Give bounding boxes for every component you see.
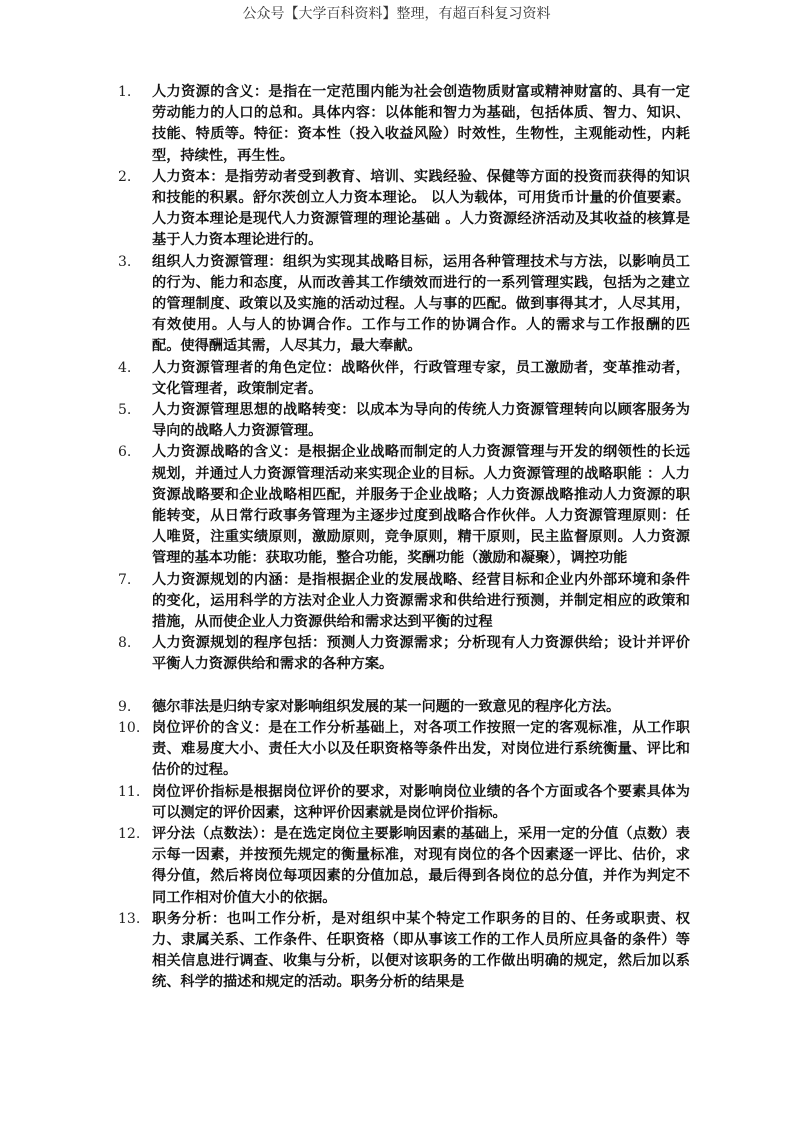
list-item	[118, 718, 690, 782]
item-number: 1.	[118, 84, 132, 100]
item-text: 德尔菲法是归纳专家对影响组织发展的某一问题的一致意见的程序化方法。	[152, 698, 621, 715]
item-text: 人力资源规划的程序包括：预测人力资源需求；分析现有人力资源供给；设计并评价平衡人力资源供给和需求的各种方案。	[152, 635, 690, 673]
item-number: 12.	[118, 825, 141, 842]
item-number: 4.	[118, 359, 132, 376]
item-number: 5.	[118, 402, 132, 419]
item-text: 人力资源管理思想的战略转变：以成本为导向的传统人力资源管理转向以顾客服务为导向的战略人力资源管理。	[152, 402, 690, 440]
item-text: 岗位评价指标是根据岗位评价的要求，对影响岗位业绩的各个方面或各个要素具体为可以测定的评价因素，这种评价因素就是岗位评价指标。	[152, 783, 690, 821]
item-text: 岗位评价的含义：是在工作分析基础上，对各项工作按照一定的客观标准，从工作职责、难易度大小、责任大小以及任职资格等条件出发，对岗位进行系统衡量、评比和估价的过程。	[152, 719, 690, 779]
item-text: 人力资源的含义：是指在一定范围内能为社会创造物质财富或精神财富的、具有一定劳动能力的人口的总和。具体内容：以体能和智力为基础，包括体质、智力、知识、技能、特质等。特征：资本性（投入收益风险）时效性，生物性，主观能动性，内耗型，持续性，再生性。	[152, 84, 690, 164]
item-text: 组织人力资源管理：组织为实现其战略目标，运用各种管理技术与方法，以影响员工的行为、能力和态度，从而改善其工作绩效而进行的一系列管理实践，包括为之建立的管理制度、政策以及实施的活动过程。人与事的匹配。做到事得其才，人尽其用，有效使用。人与人的协调合作。工作与工作的协调合作。人的需求与工作报酬的匹配。使得酬适其需，人尽其力，最大奉献。	[152, 253, 690, 355]
item-number: 7.	[118, 571, 132, 588]
list-item	[118, 697, 690, 718]
list-item	[118, 633, 690, 675]
item-text: 评分法（点数法）：是在选定岗位主要影响因素的基础上，采用一定的分值（点数）表示每一因素，并按预先规定的衡量标准，对现有岗位的各个因素逐一评比、估价，求得分值，然后将岗位每项因素的分值加总，最后得到各岗位的总分值，并作为判定不同工作相对价值大小的依据。	[152, 825, 690, 906]
item-text: 人力资源战略的含义：是根据企业战略而制定的人力资源管理与开发的纲领性的长远规划，并通过人力资源管理活动来实现企业的目标。人力资源管理的战略职能 ：人力资源战略要和企业战略相匹配，并服务于企业战略；人力资源战略推动人力资源的职能转变，从日常行政事务管理为主逐步过度到战略合作伙伴。人力资源管理原则：任人唯贤，注重实绩原则，激励原则，竞争原则，精干原则，民主监督原则。人力资源管理的基本功能：获取功能，整合功能，奖酬功能（激励和凝聚），调控功能	[152, 444, 690, 567]
list-item	[118, 442, 690, 569]
item-number: 13.	[118, 910, 141, 927]
item-number: 10.	[118, 719, 141, 736]
item-number: 3.	[118, 253, 132, 270]
item-number: 8.	[118, 635, 132, 652]
list-item	[118, 400, 690, 442]
page-header: 公众号【大学百科资料】整理，有超百科复习资料	[242, 6, 551, 22]
item-number: 9.	[118, 698, 132, 715]
item-text: 人力资源管理者的角色定位：战略伙伴，行政管理专家，员工激励者，变革推动者，文化管理者，政策制定者。	[152, 359, 690, 397]
item-number: 2.	[118, 168, 132, 185]
list-item	[118, 358, 690, 400]
item-text: 人力资本：是指劳动者受到教育、培训、实践经验、保健等方面的投资而获得的知识和技能的积累。舒尔茨创立人力资本理论。 以人为载体，可用货币计量的价值要素。人力资本理论是现代人力资源管理的理论基础 。人力资源经济活动及其收益的核算是基于人力资本理论进行的。	[152, 168, 690, 249]
list-item	[118, 82, 690, 167]
item-number: 11.	[118, 783, 141, 800]
list-item	[118, 167, 690, 252]
list-item	[118, 252, 690, 358]
item-number: 6.	[118, 444, 132, 461]
list-item	[118, 782, 690, 824]
list-item	[118, 570, 690, 634]
list-item	[118, 909, 690, 994]
document-list	[118, 82, 690, 994]
item-text: 人力资源规划的内涵：是指根据企业的发展战略、经营目标和企业内外部环境和条件的变化，运用科学的方法对企业人力资源需求和供给进行预测，并制定相应的政策和措施，从而使企业人力资源供给和需求达到平衡的过程	[152, 571, 690, 631]
item-text: 职务分析：也叫工作分析，是对组织中某个特定工作职务的目的、任务或职责、权力、隶属关系、工作条件、任职资格（即从事该工作的工作人员所应具备的条件）等相关信息进行调查、收集与分析，以便对该职务的工作做出明确的规定，然后加以系统、科学的描述和规定的活动。职务分析的结果是	[152, 910, 690, 991]
list-item	[118, 824, 690, 909]
